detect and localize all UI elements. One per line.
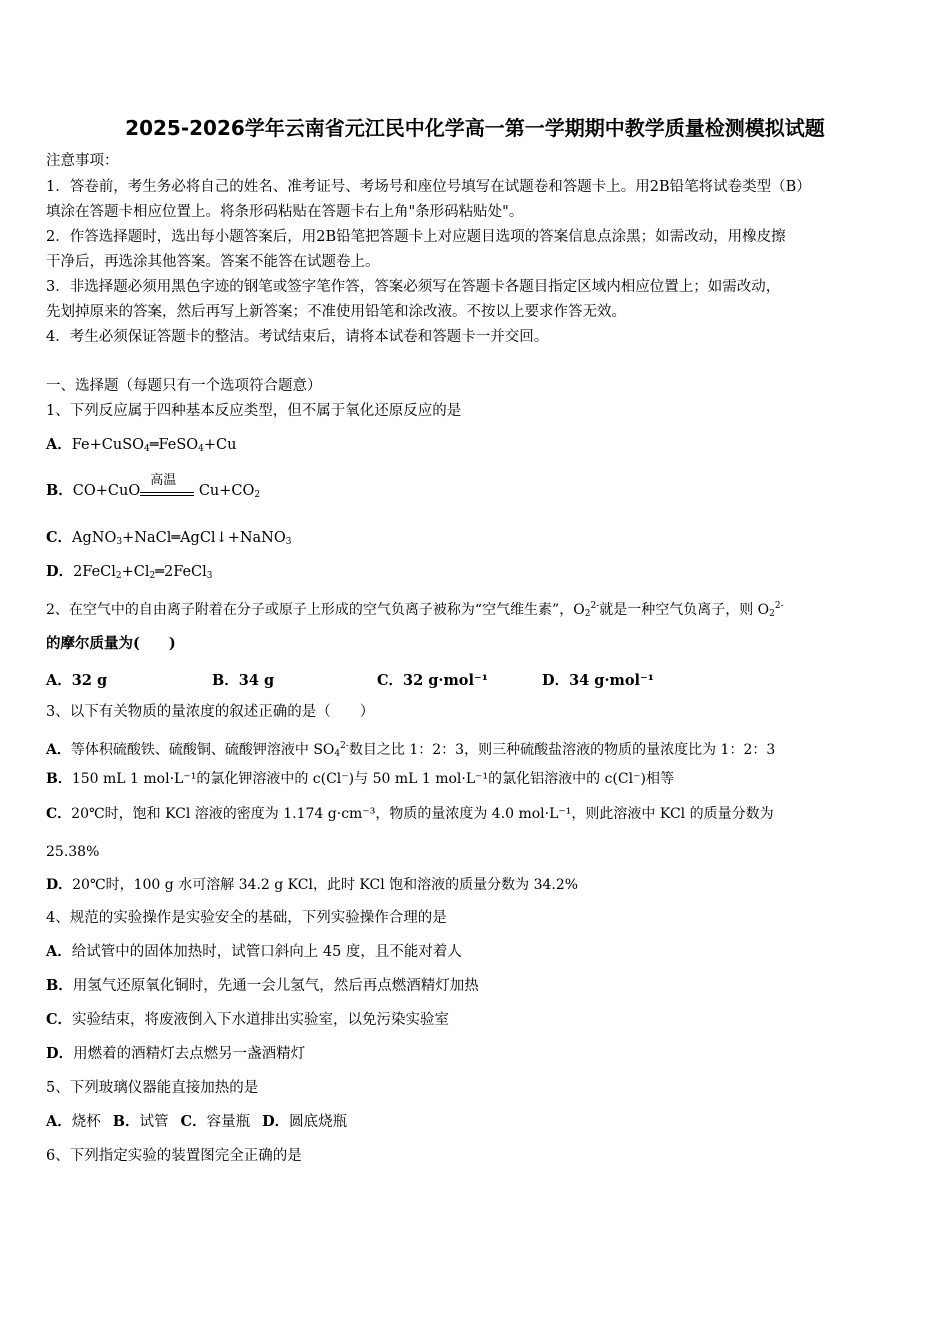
notice-line-2: 填涂在答题卡相应位置上。将条形码粘贴在答题卡右上角"条形码粘贴处"。 — [46, 204, 524, 220]
q1-b-right: Cu+CO — [194, 483, 255, 499]
q3-c-text: 20℃时，饱和 KCl 溶液的密度为 1.174 g·cm⁻³，物质的量浓度为 4.0 mol·L⁻¹，则此溶液中 KCl 的质量分数为 — [71, 806, 774, 822]
q2-option-c: C．32 g·mol⁻¹ — [377, 672, 488, 689]
notice-heading: 注意事项： — [46, 153, 119, 169]
q4-stem: 4、规范的实验操作是实验安全的基础，下列实验操作合理的是 — [46, 910, 447, 926]
q4-a-label: A． — [46, 943, 72, 960]
q3-c-label: C． — [46, 806, 72, 822]
q2-option-a: A．32 g — [46, 672, 108, 689]
q3-option-a — [46, 737, 775, 763]
q2-sup-1: 2- — [590, 601, 600, 611]
q1-d-sub1: 2 — [115, 571, 122, 581]
q4-c-label: C． — [46, 1011, 73, 1028]
q5-d-label: D． — [262, 1113, 290, 1130]
q5-a-text: 烧杯 — [71, 1114, 101, 1130]
q5-c-label: C． — [180, 1113, 207, 1130]
q3-option-c — [46, 805, 774, 823]
q3-a-label: A． — [46, 742, 71, 758]
q1-a-text: Fe+CuSO — [71, 437, 145, 453]
q1-c-text: AgNO — [72, 530, 117, 546]
q4-option-c — [46, 1011, 449, 1029]
q5-b-label: B． — [112, 1113, 140, 1130]
q1-stem: 1、下列反应属于四种基本反应类型，但不属于氧化还原反应的是 — [46, 403, 462, 419]
q1-c-label: C． — [46, 529, 73, 546]
q4-c-text: 实验结束，将废液倒入下水道排出实验室，以免污染实验室 — [72, 1012, 450, 1028]
q4-option-d — [46, 1045, 305, 1063]
q1-a-label: A． — [46, 436, 72, 453]
q2-stem-line-2: 的摩尔质量为( ) — [46, 635, 176, 652]
q5-b-text: 试管 — [139, 1114, 169, 1130]
notice-line-6: 先划掉原来的答案，然后再写上新答案；不准使用铅笔和涂改液。不按以上要求作答无效。 — [46, 304, 626, 320]
q5-options — [46, 1113, 347, 1131]
q1-option-c — [46, 529, 292, 551]
q3-b-label: B． — [46, 771, 72, 787]
q4-b-label: B． — [46, 977, 73, 994]
notice-line-4: 干净后，再选涂其他答案。答案不能答在试题卷上。 — [46, 254, 380, 270]
q5-a-label: A． — [46, 1113, 72, 1130]
q3-a-text: 等体积硫酸铁、硫酸铜、硫酸钾溶液中 SO — [70, 742, 335, 758]
q5-c-text: 容量瓶 — [206, 1114, 251, 1130]
notice-line-1: 1．答卷前，考生务必将自己的姓名、准考证号、考场号和座位号填写在试题卷和答题卡上。用2B铅笔将试卷类型（B） — [46, 179, 811, 195]
q1-a-sub2: 4 — [198, 444, 204, 454]
q1-a-text3: +Cu — [203, 437, 237, 453]
q2-stem-part-2: 就是一种空气负离子，则 O — [599, 602, 770, 618]
condition-label: 高温 — [150, 473, 177, 488]
q2-sub-1: 2 — [584, 609, 591, 619]
q5-d-text: 圆底烧瓶 — [289, 1114, 348, 1130]
q2-option-b: B．34 g — [212, 672, 275, 689]
q2-stem-part-1: 2、在空气中的自由离子附着在分子或原子上形成的空气负离子被称为“空气维生素”，O — [46, 602, 585, 618]
notice-line-5: 3．非选择题必须用黑色字迹的钢笔或签字笔作答，答案必须写在答题卡各题目指定区域内相应位置上；如需改动， — [46, 279, 781, 295]
q4-b-text: 用氢气还原氧化铜时，先通一会儿氢气，然后再点燃酒精灯加热 — [72, 978, 479, 994]
q3-a-sup: 2- — [340, 741, 349, 751]
q1-b-sub: 2 — [254, 490, 261, 500]
q1-a-text2: ═FeSO — [149, 437, 199, 453]
q4-a-text: 给试管中的固体加热时，试管口斜向上 45 度，且不能对着人 — [71, 944, 462, 960]
q5-stem: 5、下列玻璃仪器能直接加热的是 — [46, 1080, 259, 1096]
page-title: 2025-2026学年云南省元江民中化学高一第一学期期中教学质量检测模拟试题 — [125, 116, 825, 140]
q2-sub-2: 2 — [769, 609, 775, 619]
q3-d-text: 20℃时，100 g 水可溶解 34.2 g KCl，此时 KCl 饱和溶液的质量分数为 34.2% — [72, 877, 579, 893]
reaction-condition — [140, 473, 194, 504]
q1-c-text2: +NaCl═AgCl↓+NaNO — [122, 530, 286, 546]
q3-option-c-continued: 25.38% — [46, 844, 100, 860]
q1-c-sub1: 3 — [116, 537, 123, 547]
section-heading: 一、选择题（每题只有一个选项符合题意） — [46, 378, 322, 394]
q4-d-text: 用燃着的酒精灯去点燃另一盏酒精灯 — [73, 1046, 306, 1062]
q6-stem: 6、下列指定实验的装置图完全正确的是 — [46, 1148, 302, 1164]
q1-d-text: 2FeCl — [73, 564, 116, 580]
q3-d-label: D． — [46, 877, 73, 893]
q4-d-label: D． — [46, 1045, 74, 1062]
q3-option-b — [46, 770, 674, 788]
q3-a-sub: 4 — [334, 749, 341, 759]
q1-d-text3: ═2FeCl — [155, 564, 207, 580]
q3-stem: 3、以下有关物质的量浓度的叙述正确的是（ ） — [46, 704, 375, 720]
q1-a-sub1: 4 — [144, 444, 150, 454]
q2-stem-line-1 — [46, 597, 784, 623]
q3-option-d — [46, 876, 578, 894]
notice-line-7: 4．考生必须保证答题卡的整洁。考试结束后，请将本试卷和答题卡一并交回。 — [46, 329, 549, 345]
q2-option-d: D．34 g·mol⁻¹ — [542, 672, 655, 689]
q1-d-text2: +Cl — [121, 564, 150, 580]
q1-b-left: CO+CuO — [72, 483, 141, 499]
q3-a-text2: 数目之比 1：2：3，则三种硫酸盐溶液的物质的量浓度比为 1：2：3 — [348, 742, 776, 758]
q1-d-label: D． — [46, 563, 74, 580]
q1-d-sub3: 3 — [206, 571, 213, 581]
q4-option-b — [46, 977, 479, 995]
q3-b-text: 150 mL 1 mol·L⁻¹的氯化钾溶液中的 c(Cl⁻)与 50 mL 1 mol·L⁻¹的氯化铝溶液中的 c(Cl⁻)相等 — [71, 771, 674, 787]
q1-option-b — [46, 473, 261, 504]
q1-c-sub2: 3 — [285, 537, 292, 547]
q1-b-label: B． — [46, 482, 73, 499]
q1-option-d — [46, 563, 213, 585]
q2-sup-2: 2- — [774, 601, 784, 611]
q1-d-sub2: 2 — [149, 571, 156, 581]
q1-option-a — [46, 436, 237, 458]
notice-line-3: 2．作答选择题时，选出每小题答案后，用2B铅笔把答题卡上对应题目选项的答案信息点涂黑；如需改动，用橡皮擦 — [46, 229, 786, 245]
q4-option-a — [46, 943, 462, 961]
